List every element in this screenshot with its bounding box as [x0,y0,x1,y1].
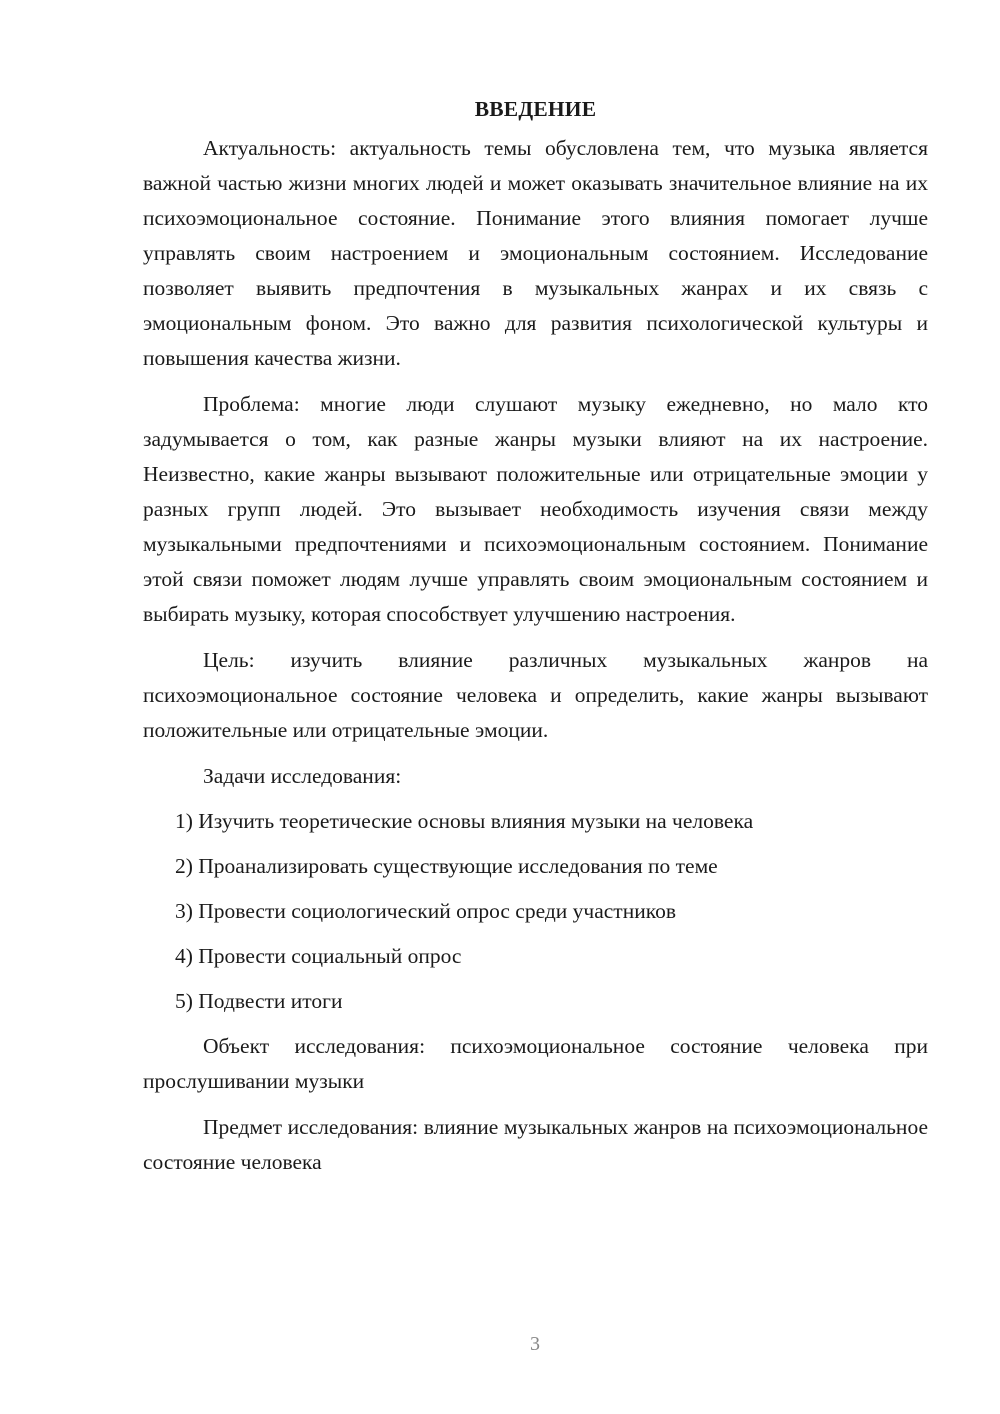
list-item: 5) Подвести итоги [175,989,343,1013]
tasks-heading: Задачи исследования: [203,764,402,788]
list-item: 1) Изучить теоретические основы влияния музыки на человека [175,809,754,833]
list-item: 3) Провести социологический опрос среди участников [175,899,676,923]
object-paragraph: Объект исследования: психоэмоциональное состояние человека при прослушивании музыки [143,1034,928,1093]
section-title: ВВЕДЕНИЕ [474,97,597,121]
list-item: 2) Проанализировать существующие исследования по теме [175,854,718,878]
tasks-list [143,804,928,1019]
page-number: 3 [530,1333,540,1355]
document-page [143,92,928,1191]
relevance-paragraph: Актуальность: актуальность темы обусловлена тем, что музыка является важной частью жизни многих людей и может оказывать значительное влияние на их психоэмоциональное состояние. Понимание этого влияния помогает лучше управлять своим настроением и эмоциональным состоянием. Исследование позволяет выявить предпочтения в музыкальных жанрах и их связь с эмоциональным фоном. Это важно для развития психологической культуры и повышения качества жизни. [143,136,928,370]
goal-paragraph: Цель: изучить влияние различных музыкальных жанров на психоэмоциональное состояние человека и определить, какие жанры вызывают положительные или отрицательные эмоции. [143,648,928,742]
subject-paragraph: Предмет исследования: влияние музыкальных жанров на психоэмоциональное состояние человека [143,1115,928,1174]
problem-paragraph: Проблема: многие люди слушают музыку ежедневно, но мало кто задумывается о том, как разные жанры музыки влияют на их настроение. Неизвестно, какие жанры вызывают положительные или отрицательные эмоции у разных групп людей. Это вызывает необходимость изучения связи между музыкальными предпочтениями и психоэмоциональным состоянием. Понимание этой связи поможет людям лучше управлять своим эмоциональным состоянием и выбирать музыку, которая способствует улучшению настроения. [143,392,928,626]
list-item: 4) Провести социальный опрос [175,944,462,968]
